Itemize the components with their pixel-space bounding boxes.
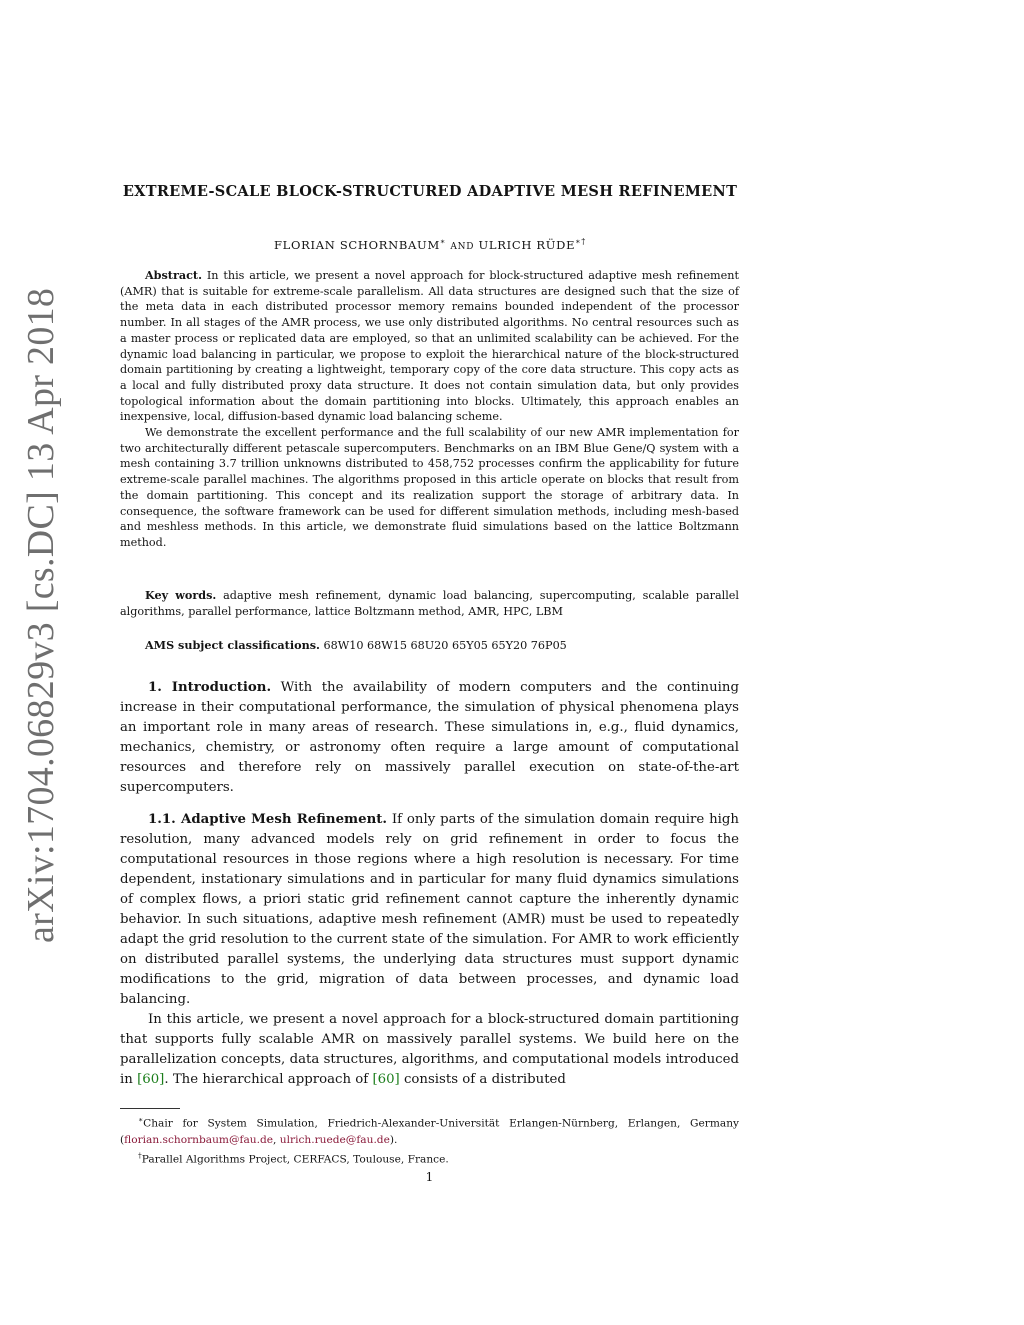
footnote-separator: , <box>273 1133 280 1146</box>
email-link-ruede[interactable]: ulrich.ruede@fau.de <box>279 1133 390 1146</box>
paragraph-text-c: consists of a distributed <box>403 1072 566 1087</box>
ams-text: 68W10 68W15 68U20 65Y05 65Y20 76P05 <box>323 639 567 652</box>
abstract-text-2: We demonstrate the excellent performance and the full scalability of our new AMR implementation for two architecturally different petascale supercomputers. Benchmarks on an IBM Blue Gene/Q system with a mesh containing 3.7 trillion unknowns distributed to 458,752 processes confirm the applicability for future extreme-scale parallel machines. The algorithms proposed in this article operate on blocks that result from the domain partitioning. This concept and its realization support the storage of arbitrary data. In consequence, the software framework can be used for different simulation methods, including mesh-based and meshless methods. In this article, we demonstrate fluid simulations based on the lattice Boltzmann method. <box>120 426 739 549</box>
footnote-2-text: Parallel Algorithms Project, CERFACS, Toulouse, France. <box>141 1153 449 1166</box>
footnote-2 <box>120 1148 739 1168</box>
section-introduction <box>120 678 739 798</box>
abstract-paragraph-2 <box>120 425 739 551</box>
arxiv-identifier: arXiv:1704.06829v3 [cs.DC] 13 Apr 2018 <box>20 287 62 943</box>
footnote-1-mark: ∗ <box>138 1115 144 1124</box>
footnote-1-text: Chair for System Simulation, Friedrich-Alexander-Universität Erlangen-Nürnberg, Erlangen, Germany ( <box>120 1117 739 1146</box>
citation-link-60[interactable]: [60] <box>137 1072 165 1087</box>
section-1-1-text: If only parts of the simulation domain require high resolution, many advanced models rely on grid refinement in order to focus the computational resources in those regions where a high resolution is necessary. For time dependent, instationary simulations and in particular for many fluid dynamics simulations of complex flows, a priori static grid refinement cannot capture the inherently dynamic behavior. In such situations, adaptive mesh refinement (AMR) must be used to repeatedly adapt the grid resolution to the current state of the simulation. For AMR to work efficiently on distributed parallel systems, the underlying data structures must support dynamic modifications to the grid, migration of data between processes, and dynamic load balancing. <box>120 812 739 1007</box>
ams-label: AMS subject classifications. <box>145 638 320 652</box>
section-1-heading: 1. Introduction. <box>148 680 272 695</box>
email-link-schornbaum[interactable]: florian.schornbaum@fau.de <box>124 1133 274 1146</box>
citation-link-60-second[interactable]: [60] <box>372 1072 400 1087</box>
section-1-text: With the availability of modern computers and the continuing increase in their computational performance, the simulation of physical phenomena plays an important role in many areas of research. These simulations in, e.g., fluid dynamics, mechanics, chemistry, or astronomy often require a large amount of computational resources and therefore rely on massively parallel execution on state-of-the-art supercomputers. <box>120 680 740 795</box>
abstract-text-1: In this article, we present a novel approach for block-structured adaptive mesh refinement (AMR) that is suitable for extreme-scale parallelism. All data structures are designed such that the size of the meta data in each distributed processor memory remains bounded independent of the processor number. In all stages of the AMR process, we use only distributed algorithms. No central resources such as a master process or replicated data are employed, so that an unlimited scalability can be achieved. For the dynamic load balancing in particular, we propose to exploit the hierarchical nature of the block-structured domain partitioning by creating a lightweight, temporary copy of the core data structure. This copy acts as a local and fully distributed proxy data structure. It does not contain simulation data, but only provides topological information about the domain partitioning into blocks. Ultimately, this approach enables an inexpensive, local, diffusion-based dynamic load balancing scheme. <box>120 269 739 424</box>
abstract-label: Abstract. <box>145 268 202 282</box>
abstract-paragraph-1 <box>120 268 739 425</box>
keywords <box>120 588 739 619</box>
section-amr <box>120 810 739 1090</box>
page-number: 1 <box>425 1170 434 1184</box>
paragraph-text-a: In this article, we present a novel approach for a block-structured domain partitioning that supports fully scalable AMR on massively parallel systems. We build here on the parallelization concepts, data structures, algorithms, and computational models introduced in <box>120 1012 739 1087</box>
section-1-1-paragraph-2 <box>120 1010 739 1090</box>
author-2: ULRICH RÜDE <box>478 237 576 252</box>
author-1: FLORIAN SCHORNBAUM <box>273 237 440 252</box>
author-1-mark: ∗ <box>439 237 447 246</box>
author-conjunction: AND <box>450 241 475 252</box>
paragraph-text-b: . The hierarchical approach of <box>164 1072 369 1087</box>
abstract <box>120 268 739 551</box>
paper-title: EXTREME-SCALE BLOCK-STRUCTURED ADAPTIVE MESH REFINEMENT <box>122 183 738 200</box>
keywords-text: adaptive mesh refinement, dynamic load balancing, supercomputing, scalable parallel algorithms, parallel performance, lattice Boltzmann method, AMR, HPC, LBM <box>120 589 739 618</box>
footnote-close: ). <box>389 1133 398 1146</box>
footnote-1 <box>120 1112 739 1148</box>
footnotes <box>120 1108 739 1167</box>
ams-classifications <box>120 638 739 654</box>
keywords-label: Key words. <box>145 588 217 602</box>
footnote-2-mark: † <box>138 1150 142 1160</box>
author-line <box>120 235 740 254</box>
section-1-1-heading: 1.1. Adaptive Mesh Refinement. <box>148 812 388 827</box>
author-2-mark: ∗† <box>575 237 587 246</box>
